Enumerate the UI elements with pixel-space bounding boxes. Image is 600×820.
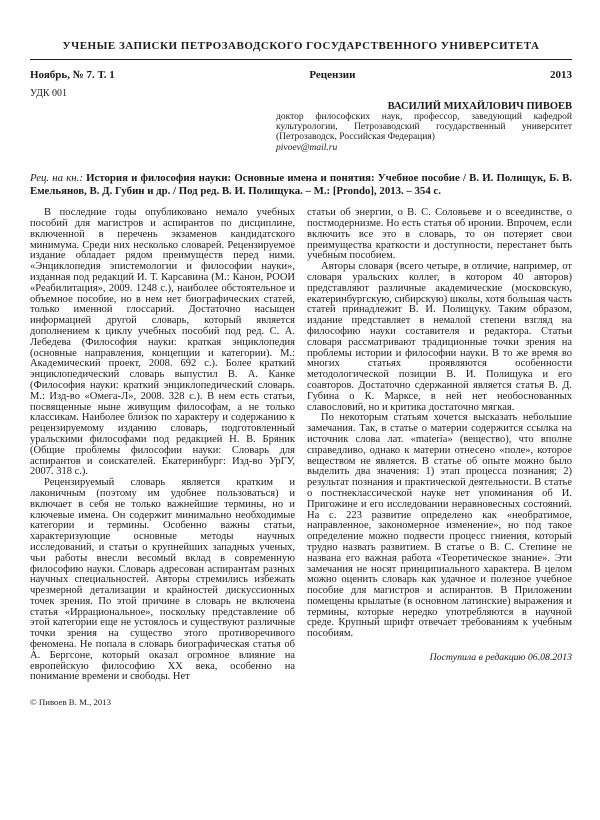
copyright-notice: © Пивоев В. М., 2013 [30, 697, 112, 708]
body-paragraph: По некоторым статьям хочется высказать небольшие замечания. Так, в статье о материи содержится ссылка на источник слова лат. «materia» (вещество), что вполне справедливо, однако к материи отнесено «поле», которое веществом не является. В статье об опыте можно было выделить два значения: 1) этап процесса познания; 2) результат познания и практической деятельности. В статье о постнеклассической науке нет упоминания об И. Пригожине и его исследовании неравновесных состояний. На с. 223 развитие определено как «необратимое, направленное, закономерное изменение», но под такое определение можно подвести процесс гниения, который трудно назвать развитием. В статье о В. С. Степине не названа его важная работа «Теоретическое знание». Эти замечания не носят принципиального характера. В целом можно оценить словарь как удачное и полезное учебное пособие для магистров и аспирантов. В Приложении помещены крылатые (в основном латинские) выражения и термины, которые нередко употребляются в научной среде. Крупный шрифт отвечает требованиям к учебным пособиям. [307, 412, 572, 640]
body-paragraph: В последние годы опубликовано немало учебных пособий для магистров и аспирантов по дисциплине, включенной в перечень экзаменов кандидатского минимума. Среди них несколько словарей. Рецензируемое издание обладает рядом преимуществ перед ними. «Энциклопедия эпистемологии и философии науки», изданная под редакций И. Т. Карсавина (М.: Канон, РООИ «Реабилитация», 2009. 1248 с.), наиболее обстоятельное и объемное пособие, но в нем нет биографических статей, только именной глоссарий. Достаточно насыщен информацией другой словарь, который является дополнением к циклу учебных пособий под ред. С. А. Лебедева (Философия науки: краткая энциклопедия (основные направления, концепции и категории). М.: Академический проект, 2008. 692 с.). Более краткий энциклопедический словарь выпустил В. А. Канке (Философия науки: краткий энциклопедический словарь. М.: Изд-во «Омега-Л», 2008. 328 с.). В нем есть статьи, посвященные ныне живущим философам, а не только классикам. Наиболее близок по характеру и содержанию к рецензируемому изданию словарь, подготовленный уральскими философами под редакцией Н. В. Бряник (Общие проблемы философии науки: Словарь для аспирантов и соискателей. Екатеринбург: Изд-во УрГУ, 2007. 318 с.). [30, 207, 295, 478]
review-citation: История и философия науки: Основные имена и понятия: Учебное пособие / В. И. Полищук, Б. В. Емельянов, В. Д. Губин и др. / Под ред. В. И. Полищука. – М.: [Prondo], 2013. – 354 с. [30, 172, 573, 197]
author-block [276, 101, 572, 153]
review-citation-block [30, 172, 572, 197]
body-columns [30, 208, 572, 683]
udc-code: УДК 001 [30, 88, 68, 99]
body-paragraph: статьи об энергии, о В. С. Соловьеве и о всеединстве, о постмодернизме. Но есть статья об иронии. Впрочем, если включить все это в словарь, то он потеряет свои преимущества краткости и доступности, перестанет быть учебным пособием. [307, 207, 572, 262]
body-paragraph: Авторы словаря (всего четыре, в отличие, например, от словаря уральских коллег, в котором 40 авторов) представляют различные академические (московскую, екатеринбургскую, сибирскую) школы, хотя бо́льшая часть статей принадлежит В. И. Полищуку. Таким образом, издание представляет в немалой степени взгляд на философию науки составителя и редактора. Статьи словаря рассматривают традиционные точки зрения на проблемы истории и философии науки. В то же время во многих статьях проявляются особенности методологической позиции В. И. Полищука и его соавторов. Достаточно сдержанной является статья В. Д. Губина о К. Марксе, в ней нет необоснованных славословий, но и критика достаточно мягкая. [307, 261, 572, 413]
left-column [30, 208, 295, 683]
author-affiliation: доктор философских наук, профессор, заведующий кафедрой культурологии, Петрозаводский государственный университет (Петрозаводск, Российская Федерация) [276, 112, 572, 142]
section-title: Рецензии [309, 69, 356, 81]
received-date-line: Поступила в редакцию 06.08.2013 [429, 652, 572, 664]
journal-title: УЧЕНЫЕ ЗАПИСКИ ПЕТРОЗАВОДСКОГО ГОСУДАРСТВЕННОГО УНИВЕРСИТЕТА [62, 40, 540, 52]
issue-row [30, 69, 572, 81]
body-paragraph: Рецензируемый словарь является кратким и лаконичным (поэтому им удобнее пользоваться) и включает в себя не только важнейшие термины, но и ключевые имена. Он содержит минимально необходимые категории и термины. Особенно важны статьи, характеризующие основные методы научных исследований, и статьи о крупнейших западных ученых, чьи работы внесли весомый вклад в современную философию науки. Словарь адресован аспирантам разных научных специальностей. Авторы стремились избежать чрезмерной детализации и крайностей дискуссионных точек зрения. По этой причине в словарь не включена статья «Иррациональное», поскольку представление об этой категории еще не устоялось и существуют различные точки зрения на существо этого противоречивого феномена. Не попала в словарь биографическая статья об А. Бергсоне, который оказал огромное влияние на европейскую философию XX века, особенно на понимание времени и свободы. Нет [30, 477, 295, 683]
author-email: pivoev@mail.ru [276, 143, 338, 154]
issue-year: 2013 [550, 69, 572, 81]
header-divider [30, 59, 572, 60]
review-label: Рец. на кн.: [30, 172, 83, 185]
right-column [307, 208, 572, 683]
author-name: ВАСИЛИЙ МИХАЙЛОВИЧ ПИВОЕВ [387, 101, 572, 112]
issue-date: Ноябрь, № 7. Т. 1 [30, 69, 115, 81]
